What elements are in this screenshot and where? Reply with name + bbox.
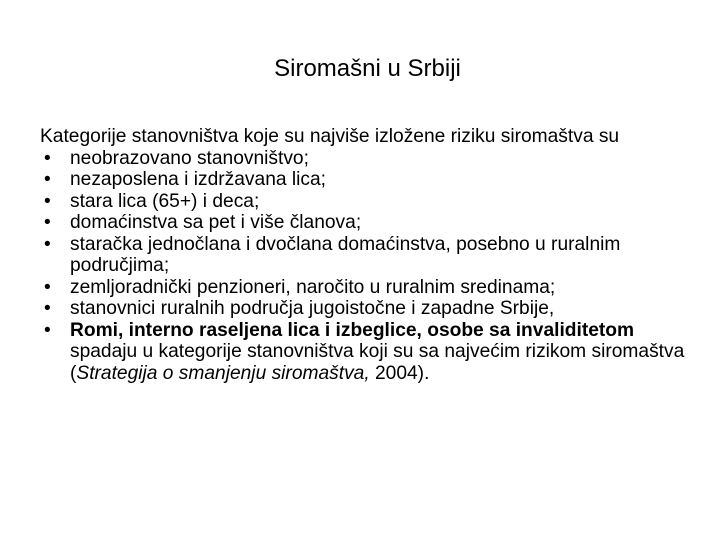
- list-item: [40, 234, 700, 277]
- list-item-text: domaćinstva sa pet i više članova;: [70, 212, 362, 233]
- bullet-icon: •: [44, 319, 51, 341]
- list-item: [40, 277, 700, 299]
- bullet-icon: •: [44, 276, 51, 298]
- bullet-icon: •: [44, 233, 51, 255]
- list-item-bold-text: Romi, interno raseljena lica i izbeglice, osobe sa invaliditetom: [70, 319, 635, 341]
- list-item: [40, 169, 700, 191]
- slide-body: [40, 126, 700, 384]
- list-item: [40, 320, 700, 385]
- list-item: [40, 191, 700, 213]
- bullet-icon: •: [44, 147, 51, 169]
- bullet-list: [40, 148, 700, 385]
- list-item-text: stanovnici ruralnih područja jugoistočne i zapadne Srbije,: [70, 298, 555, 319]
- intro-text: Kategorije stanovništva koje su najviše izložene riziku siromaštva su: [40, 126, 620, 147]
- list-item-text: stara lica (65+) i deca;: [70, 190, 260, 212]
- bullet-icon: •: [44, 298, 51, 319]
- list-item-text: neobrazovano stanovništvo;: [70, 147, 309, 169]
- list-item: [40, 212, 700, 234]
- citation-year: 2004).: [369, 362, 430, 384]
- bullet-icon: •: [44, 190, 51, 212]
- list-item: [40, 298, 700, 320]
- bullet-icon: •: [44, 212, 51, 233]
- slide-title: Siromašni u Srbiji: [274, 55, 461, 82]
- bullet-icon: •: [44, 169, 51, 190]
- list-item-text: spadaju u kategorije stanovništva koji su sa najvećim rizikom siromaštva (: [70, 341, 685, 384]
- list-item-text: nezaposlena i izdržavana lica;: [70, 169, 326, 190]
- list-item: [40, 148, 700, 170]
- list-item-text: staračka jednočlana i dvočlana domaćinstva, posebno u ruralnim područjima;: [70, 233, 621, 276]
- citation-title: Strategija o smanjenju siromaštva,: [76, 362, 370, 384]
- list-item-text: zemljoradnički penzioneri, naročito u ruralnim sredinama;: [70, 276, 556, 298]
